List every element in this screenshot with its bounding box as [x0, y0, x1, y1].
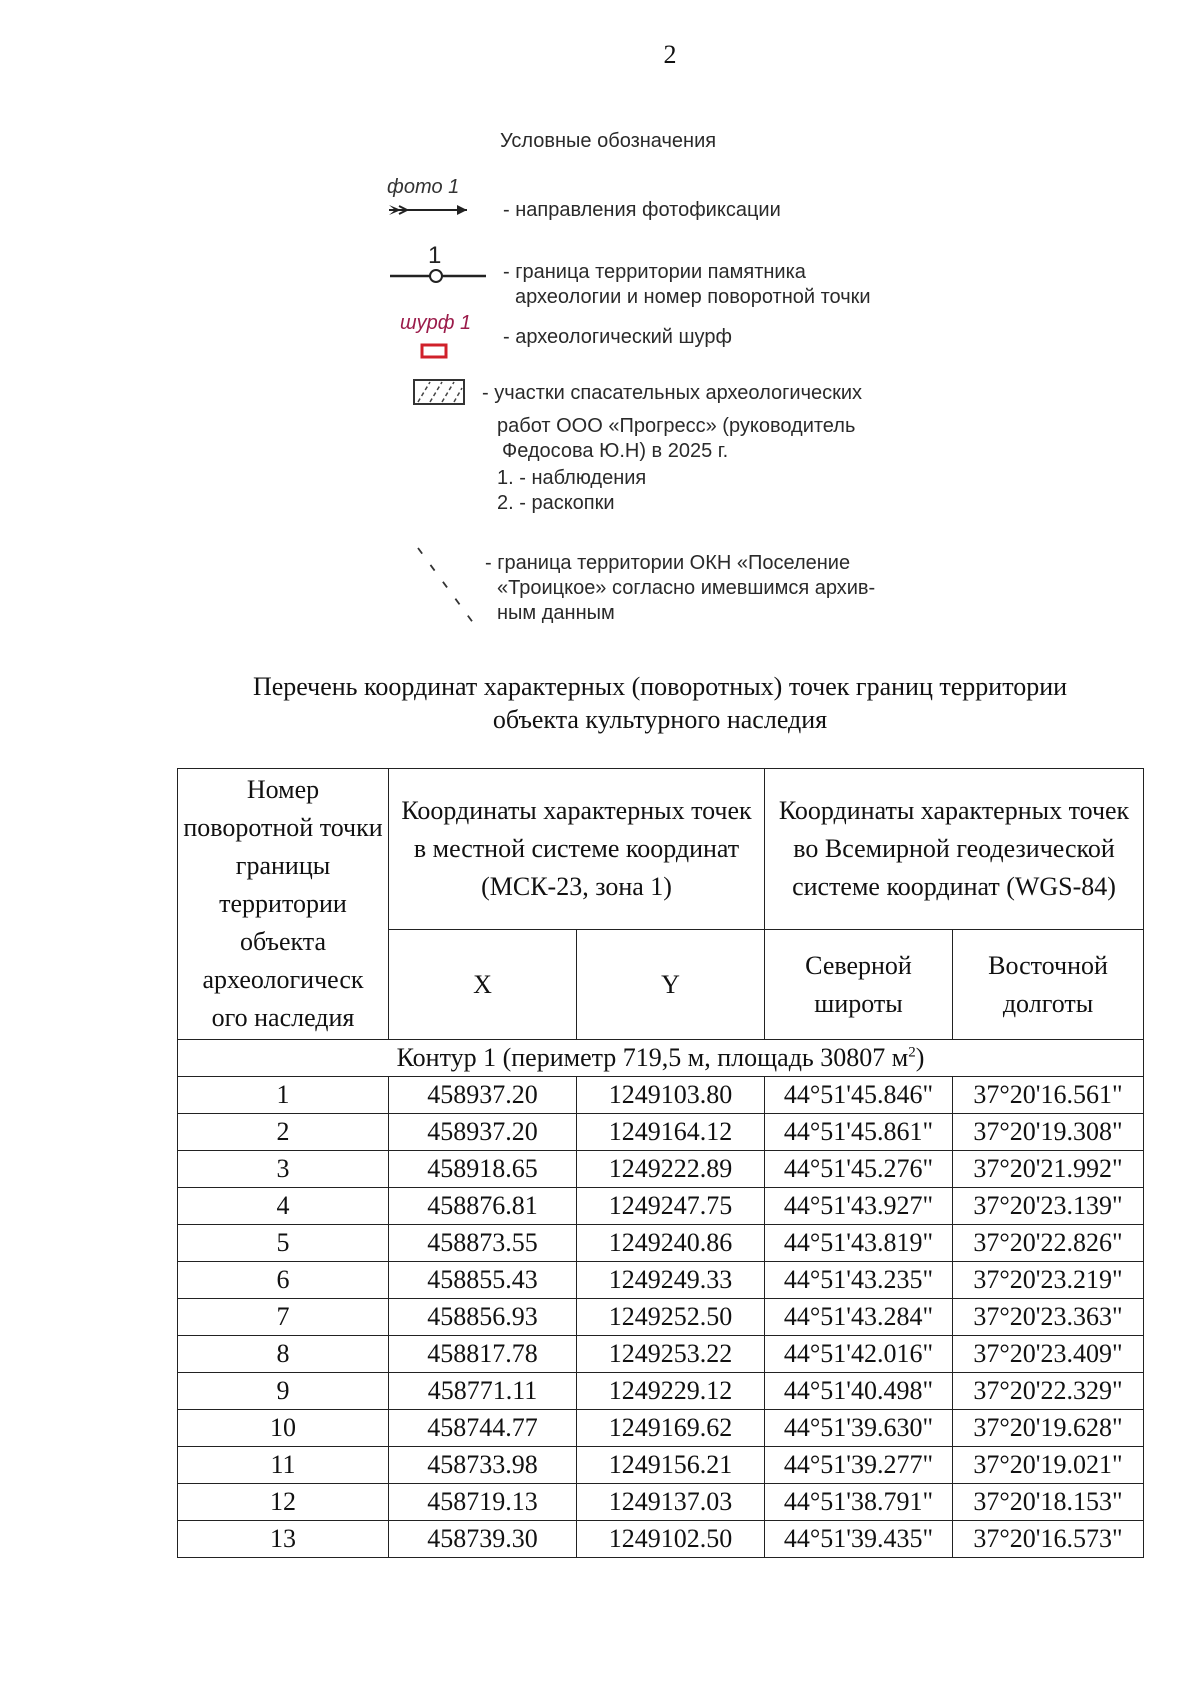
- y-value-cell: 1249249.33: [577, 1262, 765, 1299]
- longitude-cell: 37°20'16.573": [953, 1521, 1144, 1558]
- table-row: [178, 1262, 1144, 1299]
- latitude-cell: 44°51'39.435": [765, 1521, 953, 1558]
- y-value-cell: 1249222.89: [577, 1151, 765, 1188]
- heading-line-1: Перечень координат характерных (поворотных) точек границ территории: [252, 672, 1068, 701]
- longitude-cell: 37°20'23.219": [953, 1262, 1144, 1299]
- legend: [0, 0, 1200, 640]
- table-row: [178, 1077, 1144, 1114]
- longitude-cell: 37°20'23.409": [953, 1336, 1144, 1373]
- legend-boundary-text-2: археологии и номер поворотной точки: [515, 286, 871, 308]
- latitude-cell: 44°51'42.016": [765, 1336, 953, 1373]
- table-row: [178, 1447, 1144, 1484]
- col-x: X: [389, 930, 577, 1040]
- table-row: [178, 1521, 1144, 1558]
- x-value-cell: 458876.81: [389, 1188, 577, 1225]
- point-number-cell: 3: [178, 1151, 389, 1188]
- longitude-cell: 37°20'21.992": [953, 1151, 1144, 1188]
- longitude-cell: 37°20'19.308": [953, 1114, 1144, 1151]
- x-value-cell: 458744.77: [389, 1410, 577, 1447]
- legend-photo-tag: фото 1: [387, 176, 460, 198]
- table-row: [178, 1299, 1144, 1336]
- table-row: [178, 1373, 1144, 1410]
- legend-areas-text-4: 1. - наблюдения: [497, 467, 647, 489]
- y-value-cell: 1249156.21: [577, 1447, 765, 1484]
- x-value-cell: 458719.13: [389, 1484, 577, 1521]
- point-number-cell: 6: [178, 1262, 389, 1299]
- legend-title: Условные обозначения: [500, 130, 717, 152]
- y-value-cell: 1249169.62: [577, 1410, 765, 1447]
- contour-label: Контур 1 (периметр 719,5 м, площадь 30807 $м^2$): [178, 1040, 1144, 1077]
- x-value-cell: 458873.55: [389, 1225, 577, 1262]
- legend-areas-text-5: 2. - раскопки: [497, 492, 615, 514]
- x-value-cell: 458918.65: [389, 1151, 577, 1188]
- x-value-cell: 458856.93: [389, 1299, 577, 1336]
- latitude-cell: 44°51'40.498": [765, 1373, 953, 1410]
- y-value-cell: 1249103.80: [577, 1077, 765, 1114]
- legend-boundary-text-1: - граница территории памятника: [503, 261, 806, 283]
- point-number-cell: 12: [178, 1484, 389, 1521]
- longitude-cell: 37°20'23.363": [953, 1299, 1144, 1336]
- legend-pit-tag: шурф 1: [400, 312, 472, 334]
- x-value-cell: 458855.43: [389, 1262, 577, 1299]
- latitude-cell: 44°51'39.630": [765, 1410, 953, 1447]
- longitude-cell: 37°20'22.329": [953, 1373, 1144, 1410]
- legend-okn-text-3: ным данным: [497, 602, 615, 624]
- legend-pit-text: - археологический шурф: [503, 326, 732, 348]
- col-point-number: Номер поворотной точки границы территории объекта археологическ ого наследия: [178, 769, 389, 1040]
- legend-boundary-tag: 1: [428, 242, 442, 269]
- dashed-boundary-icon: [410, 540, 480, 630]
- table-row: [178, 1484, 1144, 1521]
- longitude-cell: 37°20'19.021": [953, 1447, 1144, 1484]
- x-value-cell: 458771.11: [389, 1373, 577, 1410]
- col-y: Y: [577, 930, 765, 1040]
- latitude-cell: 44°51'45.846": [765, 1077, 953, 1114]
- point-number-cell: 7: [178, 1299, 389, 1336]
- legend-okn-text-1: - граница территории ОКН «Поселение: [485, 552, 851, 574]
- x-value-cell: 458733.98: [389, 1447, 577, 1484]
- y-value-cell: 1249247.75: [577, 1188, 765, 1225]
- latitude-cell: 44°51'43.927": [765, 1188, 953, 1225]
- longitude-cell: 37°20'18.153": [953, 1484, 1144, 1521]
- legend-photo-text: - направления фотофиксации: [503, 199, 781, 221]
- pit-rectangle-icon: [420, 343, 450, 361]
- y-value-cell: 1249137.03: [577, 1484, 765, 1521]
- legend-areas-text-3: Федосова Ю.Н) в 2025 г.: [502, 440, 729, 462]
- legend-okn-text-2: «Троицкое» согласно имевшимся архив-: [497, 577, 876, 599]
- latitude-cell: 44°51'43.235": [765, 1262, 953, 1299]
- table-row: [178, 1410, 1144, 1447]
- x-value-cell: 458817.78: [389, 1336, 577, 1373]
- contour-row: [178, 1040, 1144, 1077]
- longitude-cell: 37°20'22.826": [953, 1225, 1144, 1262]
- col-group-wgs: Координаты характерных точек во Всемирной геодезической системе координат (WGS-84): [765, 769, 1144, 930]
- point-number-cell: 1: [178, 1077, 389, 1114]
- col-lon: Восточной долготы: [953, 930, 1144, 1040]
- longitude-cell: 37°20'23.139": [953, 1188, 1144, 1225]
- latitude-cell: 44°51'45.276": [765, 1151, 953, 1188]
- x-value-cell: 458937.20: [389, 1077, 577, 1114]
- point-number-cell: 9: [178, 1373, 389, 1410]
- table-row: [178, 1188, 1144, 1225]
- y-value-cell: 1249164.12: [577, 1114, 765, 1151]
- point-number-cell: 13: [178, 1521, 389, 1558]
- latitude-cell: 44°51'38.791": [765, 1484, 953, 1521]
- heading-line-2: объекта культурного наследия: [492, 705, 828, 734]
- legend-areas-text-1: - участки спасательных археологических: [482, 382, 863, 404]
- point-number-cell: 10: [178, 1410, 389, 1447]
- y-value-cell: 1249252.50: [577, 1299, 765, 1336]
- latitude-cell: 44°51'43.819": [765, 1225, 953, 1262]
- point-number-cell: 2: [178, 1114, 389, 1151]
- longitude-cell: 37°20'16.561": [953, 1077, 1144, 1114]
- photo-direction-arrow-icon: [385, 200, 475, 220]
- table-row: [178, 1151, 1144, 1188]
- page-number: 2: [663, 40, 677, 69]
- latitude-cell: 44°51'43.284": [765, 1299, 953, 1336]
- point-number-cell: 4: [178, 1188, 389, 1225]
- coordinates-table: [177, 768, 1144, 1558]
- y-value-cell: 1249253.22: [577, 1336, 765, 1373]
- table-heading: [150, 670, 1170, 736]
- latitude-cell: 44°51'45.861": [765, 1114, 953, 1151]
- point-number-cell: 11: [178, 1447, 389, 1484]
- longitude-cell: 37°20'19.628": [953, 1410, 1144, 1447]
- point-number-cell: 8: [178, 1336, 389, 1373]
- latitude-cell: 44°51'39.277": [765, 1447, 953, 1484]
- y-value-cell: 1249102.50: [577, 1521, 765, 1558]
- boundary-point-icon: [388, 266, 488, 286]
- y-value-cell: 1249229.12: [577, 1373, 765, 1410]
- table-row: [178, 1114, 1144, 1151]
- x-value-cell: 458937.20: [389, 1114, 577, 1151]
- table-row: [178, 1336, 1144, 1373]
- legend-areas-text-2: работ ООО «Прогресс» (руководитель: [497, 415, 856, 437]
- hatched-area-icon: [412, 378, 468, 408]
- table-row: [178, 1225, 1144, 1262]
- col-lat: Северной широты: [765, 930, 953, 1040]
- x-value-cell: 458739.30: [389, 1521, 577, 1558]
- y-value-cell: 1249240.86: [577, 1225, 765, 1262]
- point-number-cell: 5: [178, 1225, 389, 1262]
- col-group-local: Координаты характерных точек в местной системе координат (МСК-23, зона 1): [389, 769, 765, 930]
